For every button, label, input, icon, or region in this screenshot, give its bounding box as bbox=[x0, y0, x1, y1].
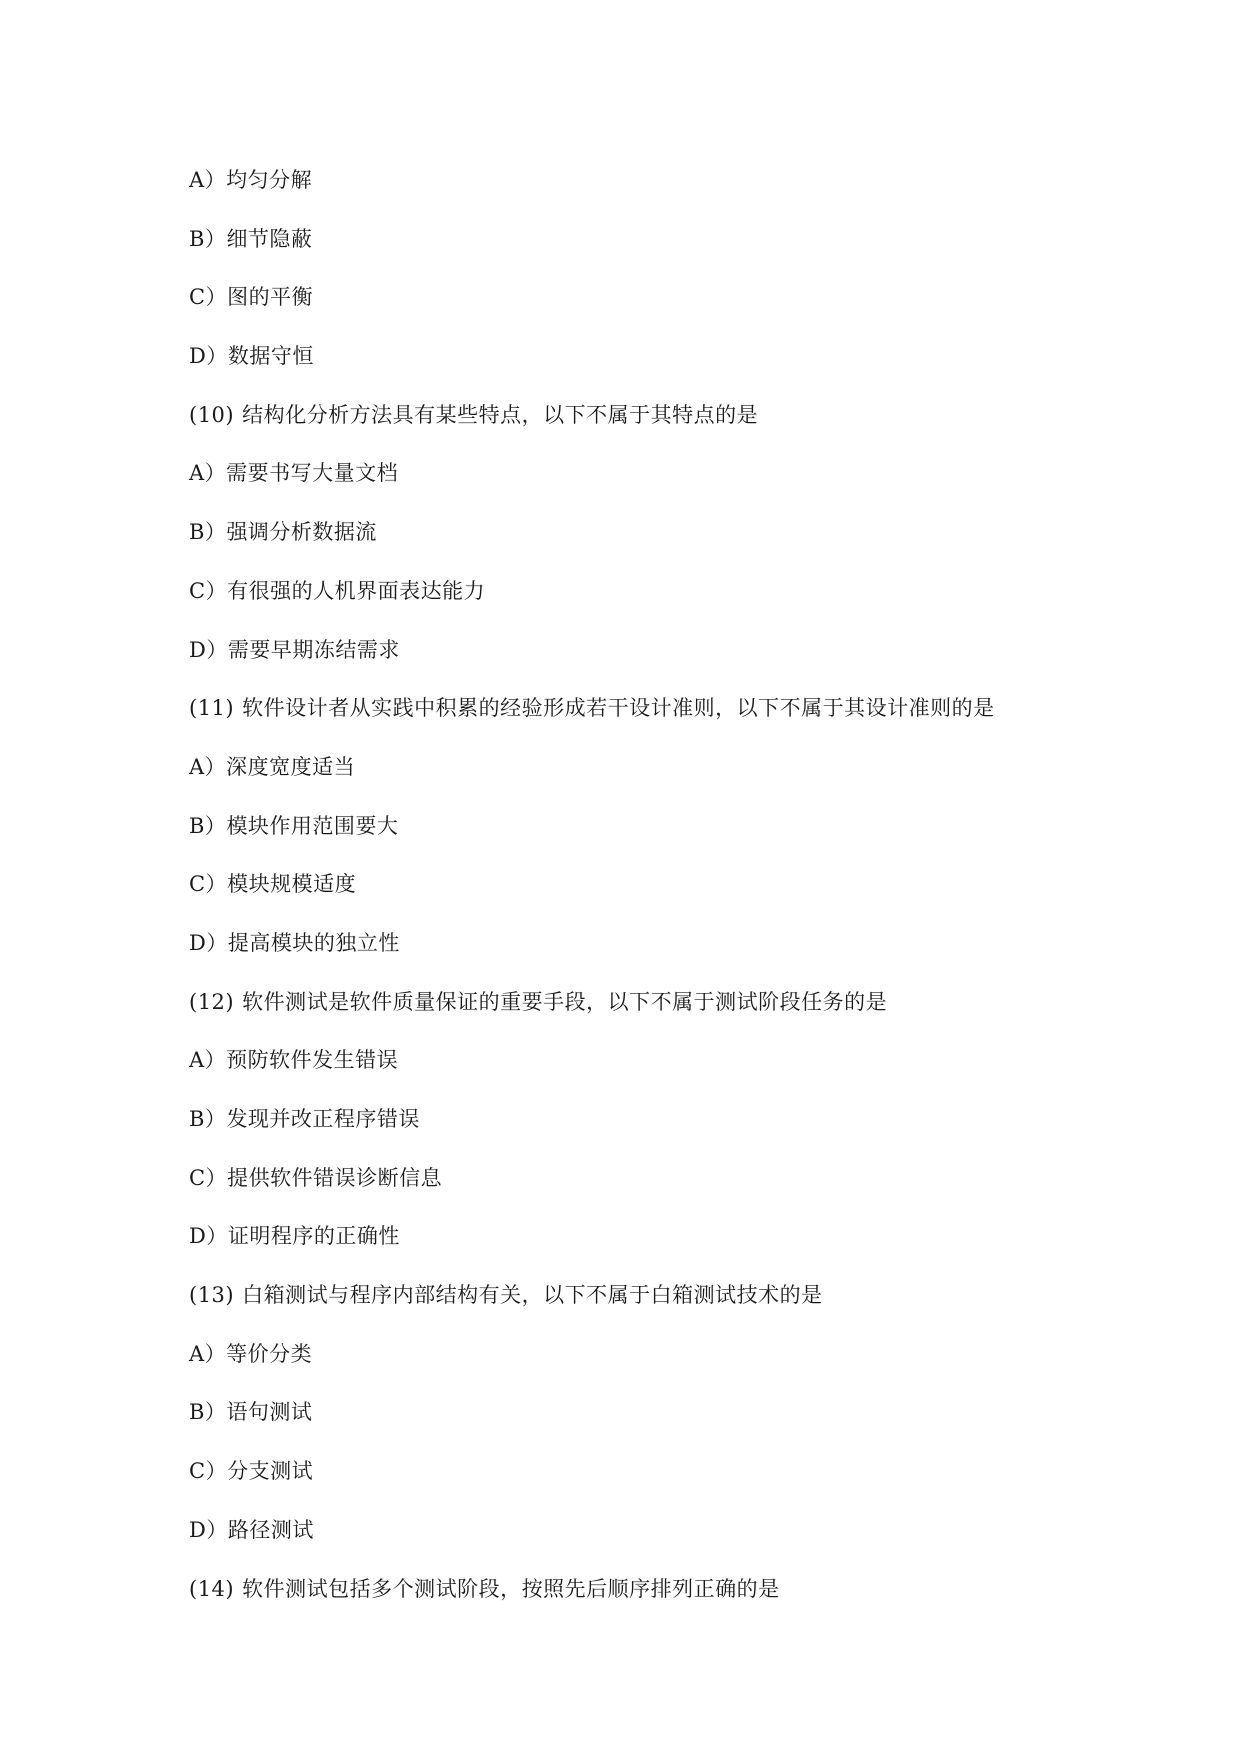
option-text: 需要早期冻结需求 bbox=[227, 637, 400, 662]
option-text: 分支测试 bbox=[227, 1459, 314, 1484]
option-label: A） bbox=[189, 754, 227, 779]
option-label: B） bbox=[189, 226, 227, 251]
option-line bbox=[189, 573, 1149, 632]
option-label: D） bbox=[189, 1517, 228, 1542]
option-line bbox=[189, 1394, 1149, 1453]
option-text: 需要书写大量文档 bbox=[226, 461, 399, 486]
option-text: 等价分类 bbox=[226, 1341, 313, 1366]
question-text: 软件设计者从实践中积累的经验形成若干设计准则，以下不属于其设计准则的是 bbox=[242, 696, 995, 721]
question-list bbox=[189, 162, 1149, 1629]
question-line bbox=[189, 1277, 1149, 1336]
question-number: (11) bbox=[189, 696, 235, 721]
option-line bbox=[189, 1453, 1149, 1512]
question-text: 结构化分析方法具有某些特点，以下不属于其特点的是 bbox=[242, 402, 759, 427]
option-text: 证明程序的正确性 bbox=[227, 1224, 400, 1249]
option-text: 细节隐蔽 bbox=[226, 226, 313, 251]
question-number: (13) bbox=[189, 1283, 235, 1308]
option-line bbox=[189, 866, 1149, 925]
option-label: C） bbox=[189, 285, 228, 310]
option-label: A） bbox=[189, 168, 227, 192]
option-label: D） bbox=[189, 344, 228, 369]
option-line bbox=[189, 1512, 1149, 1571]
option-line bbox=[189, 1160, 1149, 1219]
option-line bbox=[189, 455, 1149, 514]
option-line bbox=[189, 279, 1149, 338]
option-text: 模块规模适度 bbox=[227, 872, 357, 897]
option-label: D） bbox=[189, 1224, 228, 1249]
option-line bbox=[189, 221, 1149, 280]
option-text: 提供软件错误诊断信息 bbox=[227, 1165, 443, 1190]
question-line bbox=[189, 397, 1149, 456]
option-line bbox=[189, 808, 1149, 867]
option-line bbox=[189, 1101, 1149, 1160]
option-label: C） bbox=[189, 872, 228, 897]
option-label: B） bbox=[189, 1107, 227, 1131]
option-text: 提高模块的独立性 bbox=[227, 930, 400, 955]
option-label: B） bbox=[189, 520, 227, 545]
option-line bbox=[189, 632, 1149, 691]
option-label: A） bbox=[189, 461, 227, 486]
option-line bbox=[189, 925, 1149, 984]
question-line bbox=[189, 1571, 1149, 1630]
option-line bbox=[189, 1336, 1149, 1395]
option-label: A） bbox=[189, 1341, 227, 1366]
option-line bbox=[189, 749, 1149, 808]
option-text: 深度宽度适当 bbox=[226, 754, 356, 779]
option-line bbox=[189, 1042, 1149, 1101]
option-text: 发现并改正程序错误 bbox=[226, 1107, 420, 1131]
option-label: D） bbox=[189, 637, 228, 662]
option-text: 路径测试 bbox=[227, 1517, 314, 1542]
option-text: 数据守恒 bbox=[227, 344, 314, 369]
option-text: 有很强的人机界面表达能力 bbox=[227, 578, 486, 603]
option-text: 预防软件发生错误 bbox=[226, 1048, 399, 1073]
question-line bbox=[189, 984, 1149, 1043]
question-number: (14) bbox=[189, 1576, 235, 1601]
option-label: B） bbox=[189, 813, 227, 838]
option-line bbox=[189, 162, 1149, 221]
option-label: A） bbox=[189, 1048, 227, 1073]
option-line bbox=[189, 1218, 1149, 1277]
option-text: 图的平衡 bbox=[227, 285, 314, 310]
option-line bbox=[189, 338, 1149, 397]
option-text: 均匀分解 bbox=[226, 168, 313, 192]
question-text: 软件测试是软件质量保证的重要手段，以下不属于测试阶段任务的是 bbox=[242, 989, 888, 1014]
question-text: 白箱测试与程序内部结构有关，以下不属于白箱测试技术的是 bbox=[242, 1283, 823, 1308]
option-label: C） bbox=[189, 1165, 228, 1190]
option-label: C） bbox=[189, 1459, 228, 1484]
option-label: D） bbox=[189, 930, 228, 955]
question-number: (10) bbox=[189, 402, 235, 427]
option-text: 语句测试 bbox=[226, 1400, 313, 1425]
option-label: C） bbox=[189, 578, 228, 603]
option-text: 模块作用范围要大 bbox=[226, 813, 399, 838]
option-label: B） bbox=[189, 1400, 227, 1425]
question-text: 软件测试包括多个测试阶段，按照先后顺序排列正确的是 bbox=[242, 1576, 780, 1601]
question-line bbox=[189, 690, 1149, 749]
option-line bbox=[189, 514, 1149, 573]
option-text: 强调分析数据流 bbox=[226, 520, 377, 545]
question-number: (12) bbox=[189, 989, 235, 1014]
